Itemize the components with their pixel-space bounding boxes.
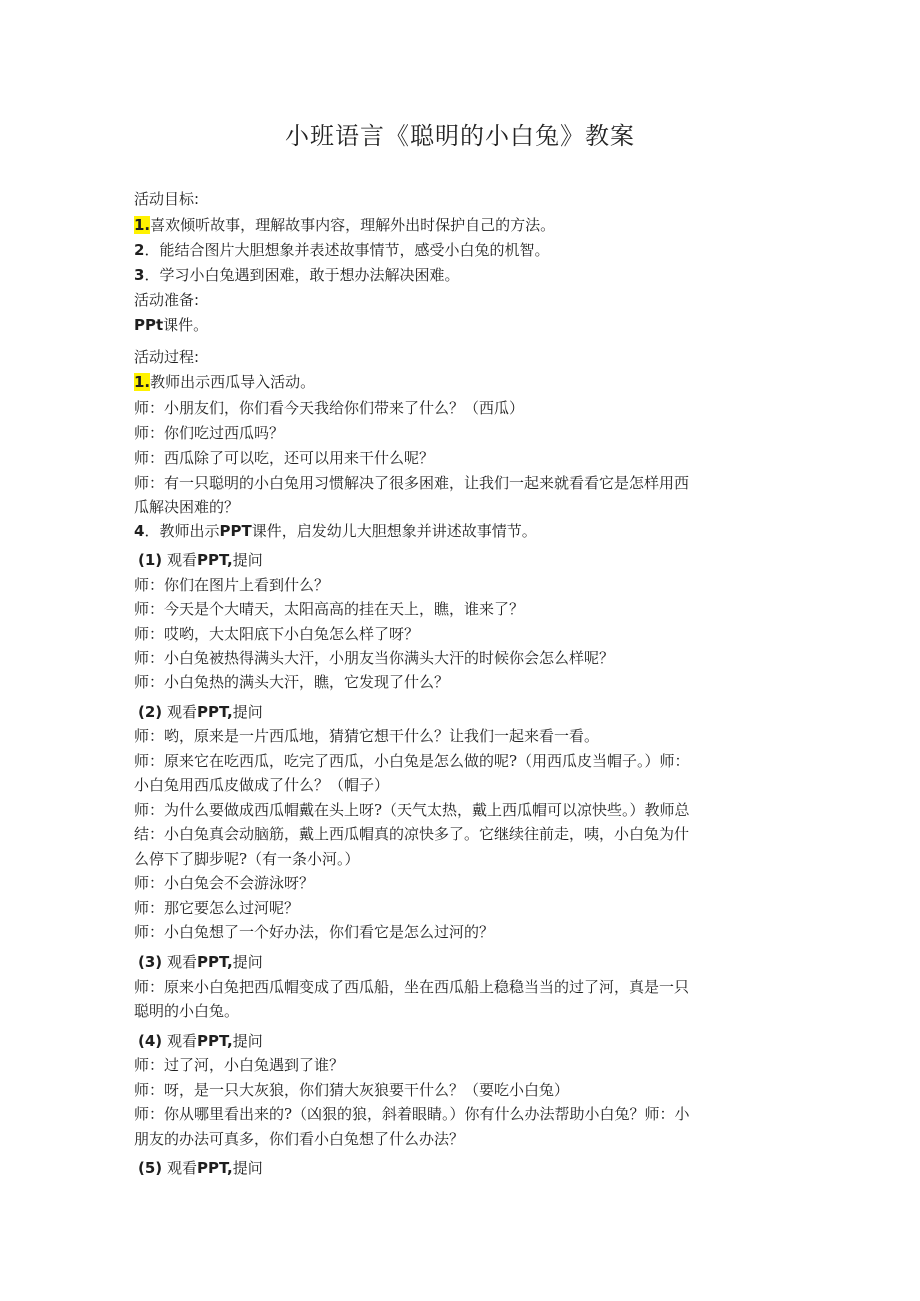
paragraph-line: 聪明的小白兔。 [134,1002,240,1020]
paragraph-line: 师：哎哟，大太阳底下小白兔怎么样了呀？ [134,625,420,643]
prep-heading: 活动准备: [134,291,200,309]
paragraph-line: 师：过了河，小白兔遇到了谁？ [134,1056,345,1074]
sub-step-5 [138,1156,788,1181]
sub-step-5-ask: 提问 [232,1159,263,1177]
paragraph-line: 小白兔用西瓜皮做成了什么？（帽子） [134,776,390,794]
sub-step-4-ppt: PPT, [196,1032,233,1050]
paragraph-line: 师：小白兔被热得满头大汗，小朋友当你满头大汗的时候你会怎么样呢？ [134,649,615,667]
goal-text-2: ．能结合图片大胆想象并表述故事情节，感受小白兔的机智。 [144,241,550,259]
process-heading: 活动过程: [134,348,200,366]
paragraph-line: 师：小白兔热的满头大汗，瞧，它发现了什么？ [134,673,450,691]
goal-number-1: 1. [134,216,151,234]
sub-step-3 [138,950,788,975]
paragraph-line: 师：为什么要做成西瓜帽戴在头上呀?（天气太热，戴上西瓜帽可以凉快些。）教师总 [134,801,690,819]
goal-item-2 [134,238,784,263]
paragraph-line: 师：你们在图片上看到什么？ [134,576,330,594]
paragraph-line: 师：小白兔会不会游泳呀？ [134,874,315,892]
sub-step-5-number: (5) [138,1159,163,1177]
sub-step-3-label: 观看 [166,953,197,971]
paragraph-line: 么停下了脚步呢?（有一条小河。） [134,850,360,868]
paragraph-line: 师：原来小白兔把西瓜帽变成了西瓜船，坐在西瓜船上稳稳当当的过了河，真是一只 [134,978,690,996]
step-1-text: 教师出示西瓜导入活动。 [150,373,316,391]
goals-heading: 活动目标: [134,190,200,208]
sub-step-2-label: 观看 [166,703,197,721]
paragraph-line: 师：有一只聪明的小白兔用习惯解决了很多困难，让我们一起来就看看它是怎样用西 [134,474,690,492]
paragraph-line: 瓜解决困难的？ [134,498,240,516]
prep-text: 课件。 [163,316,209,334]
prep-ppt: PPt [134,316,164,334]
sub-step-1-number: (1) [138,551,163,569]
sub-step-3-ask: 提问 [232,953,263,971]
paragraph-line: 师：呀，是一只大灰狼，你们猜大灰狼要干什么？（要吃小白兔） [134,1081,570,1099]
step-4-text-end: 课件，启发幼儿大胆想象并讲述故事情节。 [251,522,537,540]
sub-step-2-ask: 提问 [232,703,263,721]
sub-step-1-ppt: PPT, [196,551,233,569]
process-step-4 [134,519,784,544]
sub-step-4-ask: 提问 [232,1032,263,1050]
paragraph-line: 师：那它要怎么过河呢？ [134,899,300,917]
sub-step-3-ppt: PPT, [196,953,233,971]
goal-text-1: 喜欢倾听故事，理解故事内容，理解外出时保护自己的方法。 [150,216,556,234]
goal-number-2: 2 [134,241,145,259]
paragraph-line: 师：你们吃过西瓜吗？ [134,424,285,442]
sub-step-2-number: (2) [138,703,163,721]
paragraph-line: 结：小白兔真会动脑筋，戴上西瓜帽真的凉快多了。它继续往前走，咦，小白兔为什 [134,825,690,843]
goal-item-3 [134,263,784,288]
paragraph-line: 师：今天是个大晴天，太阳高高的挂在天上，瞧，谁来了？ [134,600,525,618]
sub-step-1 [138,548,788,573]
paragraph-line: 师：原来它在吃西瓜，吃完了西瓜，小白兔是怎么做的呢?（用西瓜皮当帽子。）师： [134,752,690,770]
sub-step-5-ppt: PPT, [196,1159,233,1177]
paragraph-line: 师：小白兔想了一个好办法，你们看它是怎么过河的？ [134,923,495,941]
prep-line [134,313,784,338]
paragraph-line: 师：你从哪里看出来的?（凶狠的狼，斜着眼睛。）你有什么办法帮助小白兔？师：小 [134,1105,690,1123]
sub-step-1-label: 观看 [166,551,197,569]
process-step-1 [134,370,784,395]
goal-number-3: 3 [134,266,145,284]
goal-item-1 [134,213,784,238]
paragraph-line: 朋友的办法可真多，你们看小白兔想了什么办法？ [134,1130,465,1148]
sub-step-1-ask: 提问 [232,551,263,569]
paragraph-line: 师：西瓜除了可以吃，还可以用来干什么呢？ [134,449,435,467]
sub-step-3-number: (3) [138,953,163,971]
step-4-text: ．教师出示 [144,522,220,540]
sub-step-4-label: 观看 [166,1032,197,1050]
paragraph-line: 师：小朋友们，你们看今天我给你们带来了什么？（西瓜） [134,399,525,417]
paragraph-line: 师：哟，原来是一片西瓜地，猜猜它想干什么？让我们一起来看一看。 [134,727,600,745]
goal-text-3: ．学习小白兔遇到困难，敢于想办法解决困难。 [144,266,460,284]
sub-step-2 [138,700,788,725]
sub-step-5-label: 观看 [166,1159,197,1177]
sub-step-4-number: (4) [138,1032,163,1050]
step-4-number: 4 [134,522,145,540]
sub-step-2-ppt: PPT, [196,703,233,721]
step-4-ppt: PPT [219,522,252,540]
step-1-number: 1. [134,373,151,391]
page-title: 小班语言《聪明的小白兔》教案 [285,122,635,150]
sub-step-4 [138,1029,788,1054]
